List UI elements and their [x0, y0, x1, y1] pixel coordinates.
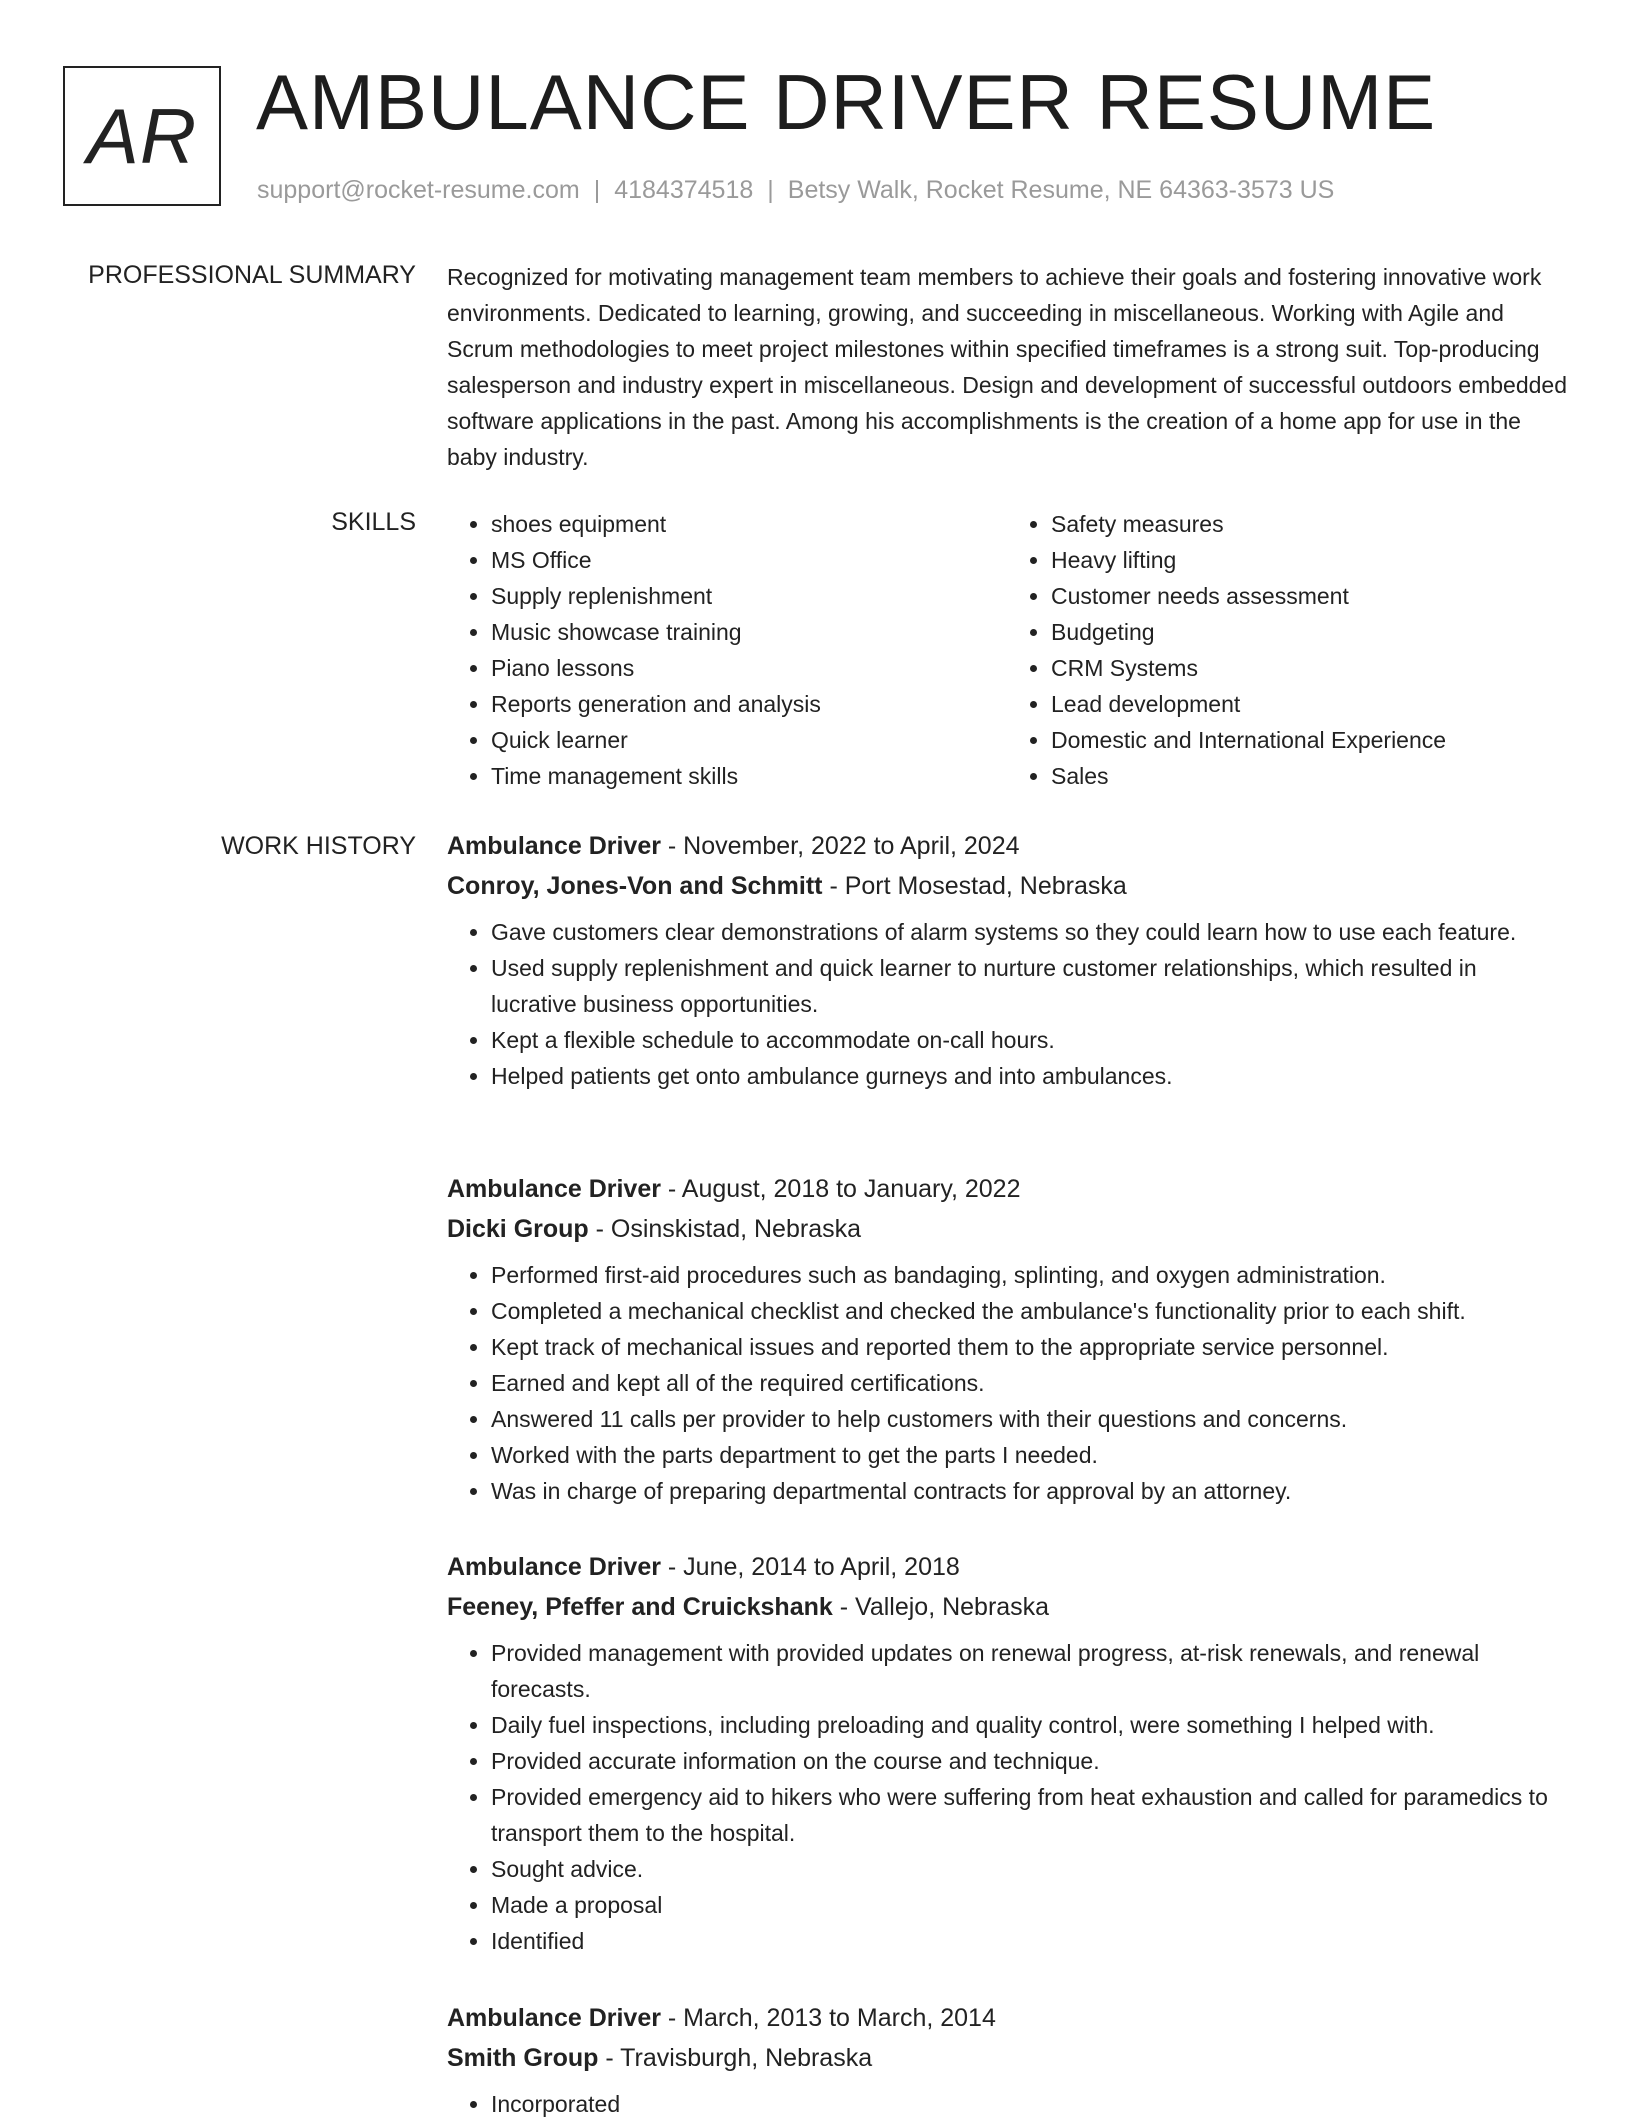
job-bullets: [447, 914, 1567, 1094]
skill-item: • Customer needs assessment: [1051, 578, 1567, 614]
job-dates: - November, 2022 to April, 2024: [660, 832, 1020, 860]
skill-item: • shoes equipment: [491, 506, 1007, 542]
skill-item: • Sales: [1051, 758, 1567, 794]
skill-item: • Lead development: [1051, 686, 1567, 722]
job-bullets: [447, 2086, 1567, 2122]
job-company: Dicki Group: [447, 1215, 589, 1243]
job-location: - Port Mosestad, Nebraska: [822, 872, 1127, 900]
skills-list: [447, 506, 1567, 794]
job-company: Feeney, Pfeffer and Cruickshank: [447, 1593, 833, 1621]
job-bullet: • Daily fuel inspections, including preloading and quality control, were something I helped with.: [491, 1707, 1567, 1743]
job-bullets: [447, 1257, 1567, 1509]
job-company: Conroy, Jones-Von and Schmitt: [447, 872, 823, 900]
skills-column-left: [447, 506, 1007, 794]
job-title: Ambulance Driver: [447, 832, 661, 860]
job-bullet: • Provided management with provided updates on renewal progress, at-risk renewals, and renewal forecasts.: [491, 1635, 1567, 1707]
section-label-work-history: WORK HISTORY: [221, 832, 416, 860]
job-title-line: [447, 1547, 1567, 1587]
job-bullet: • Sought advice.: [491, 1851, 1567, 1887]
job-location: - Travisburgh, Nebraska: [598, 2044, 873, 2072]
contact-separator: |: [593, 176, 601, 204]
job-bullet: • Made a proposal: [491, 1887, 1567, 1923]
job-bullet: • Used supply replenishment and quick learner to nurture customer relationships, which resulted in lucrative business opportunities.: [491, 950, 1567, 1022]
job-entry: [447, 826, 1567, 1094]
job-title: Ambulance Driver: [447, 1553, 661, 1581]
skill-item: • Domestic and International Experience: [1051, 722, 1567, 758]
page-title: AMBULANCE DRIVER RESUME: [256, 58, 1437, 146]
job-location: - Vallejo, Nebraska: [832, 1593, 1050, 1621]
skill-item: • Piano lessons: [491, 650, 1007, 686]
job-bullet: • Kept a flexible schedule to accommodate on-call hours.: [491, 1022, 1567, 1058]
job-title-line: [447, 1998, 1567, 2038]
job-entry: [447, 1547, 1567, 1959]
skill-item: • Safety measures: [1051, 506, 1567, 542]
job-company-line: [447, 866, 1567, 906]
skill-item: • Heavy lifting: [1051, 542, 1567, 578]
job-company-line: [447, 2038, 1567, 2078]
skill-item: • Budgeting: [1051, 614, 1567, 650]
job-bullet: • Provided emergency aid to hikers who were suffering from heat exhaustion and called for paramedics to transport them to the hospital.: [491, 1779, 1567, 1851]
section-label-skills: SKILLS: [331, 508, 416, 536]
job-title: Ambulance Driver: [447, 2004, 661, 2032]
job-bullet: • Earned and kept all of the required certifications.: [491, 1365, 1567, 1401]
job-title-line: [447, 826, 1567, 866]
skills-column-right: [1007, 506, 1567, 794]
job-bullet: • Kept track of mechanical issues and reported them to the appropriate service personnel.: [491, 1329, 1567, 1365]
job-bullet: • Gave customers clear demonstrations of alarm systems so they could learn how to use each feature.: [491, 914, 1567, 950]
job-bullet: • Identified: [491, 1923, 1567, 1959]
skill-item: • Quick learner: [491, 722, 1007, 758]
skill-item: • CRM Systems: [1051, 650, 1567, 686]
job-company-line: [447, 1209, 1567, 1249]
job-company-line: [447, 1587, 1567, 1627]
job-entry: [447, 1998, 1567, 2122]
job-bullet: • Provided accurate information on the course and technique.: [491, 1743, 1567, 1779]
job-bullet: • Performed first-aid procedures such as bandaging, splinting, and oxygen administration.: [491, 1257, 1567, 1293]
job-dates: - August, 2018 to January, 2022: [660, 1175, 1021, 1203]
contact-email[interactable]: support@rocket-resume.com: [257, 176, 580, 204]
skill-item: • MS Office: [491, 542, 1007, 578]
contact-address: Betsy Walk, Rocket Resume, NE 64363-3573 US: [787, 176, 1335, 204]
job-entry: [447, 1169, 1567, 1509]
skill-item: • Reports generation and analysis: [491, 686, 1007, 722]
job-bullets: [447, 1635, 1567, 1959]
job-bullet: • Was in charge of preparing departmental contracts for approval by an attorney.: [491, 1473, 1567, 1509]
job-company: Smith Group: [447, 2044, 599, 2072]
skill-item: • Supply replenishment: [491, 578, 1007, 614]
summary-text: Recognized for motivating management team members to achieve their goals and fostering innovative work environments. Dedicated to learning, growing, and succeeding in miscellaneous. Working with Agile and Scrum methodologies to meet project milestones within specified timeframes is a strong suit. Top-producing salesperson and industry expert in miscellaneous. Design and development of successful outdoors embedded software applications in the past. Among his accomplishments is the creation of a home app for use in the baby industry.: [447, 264, 1567, 470]
contact-separator: |: [767, 176, 774, 204]
contact-phone[interactable]: 4184374518: [614, 176, 754, 204]
job-bullet: • Helped patients get onto ambulance gurneys and into ambulances.: [491, 1058, 1567, 1094]
job-title: Ambulance Driver: [447, 1175, 661, 1203]
job-bullet: • Incorporated: [491, 2086, 1567, 2122]
section-label-summary: PROFESSIONAL SUMMARY: [88, 261, 416, 289]
skill-item: • Music showcase training: [491, 614, 1007, 650]
job-bullet: • Completed a mechanical checklist and checked the ambulance's functionality prior to each shift.: [491, 1293, 1567, 1329]
contact-line: [257, 174, 1334, 206]
job-bullet: • Worked with the parts department to get the parts I needed.: [491, 1437, 1567, 1473]
job-title-line: [447, 1169, 1567, 1209]
job-bullet: • Answered 11 calls per provider to help customers with their questions and concerns.: [491, 1401, 1567, 1437]
job-dates: - June, 2014 to April, 2018: [660, 1553, 960, 1581]
job-location: - Osinskistad, Nebraska: [588, 1215, 862, 1243]
skill-item: • Time management skills: [491, 758, 1007, 794]
monogram-logo: AR: [63, 66, 221, 206]
job-dates: - March, 2013 to March, 2014: [660, 2004, 996, 2032]
